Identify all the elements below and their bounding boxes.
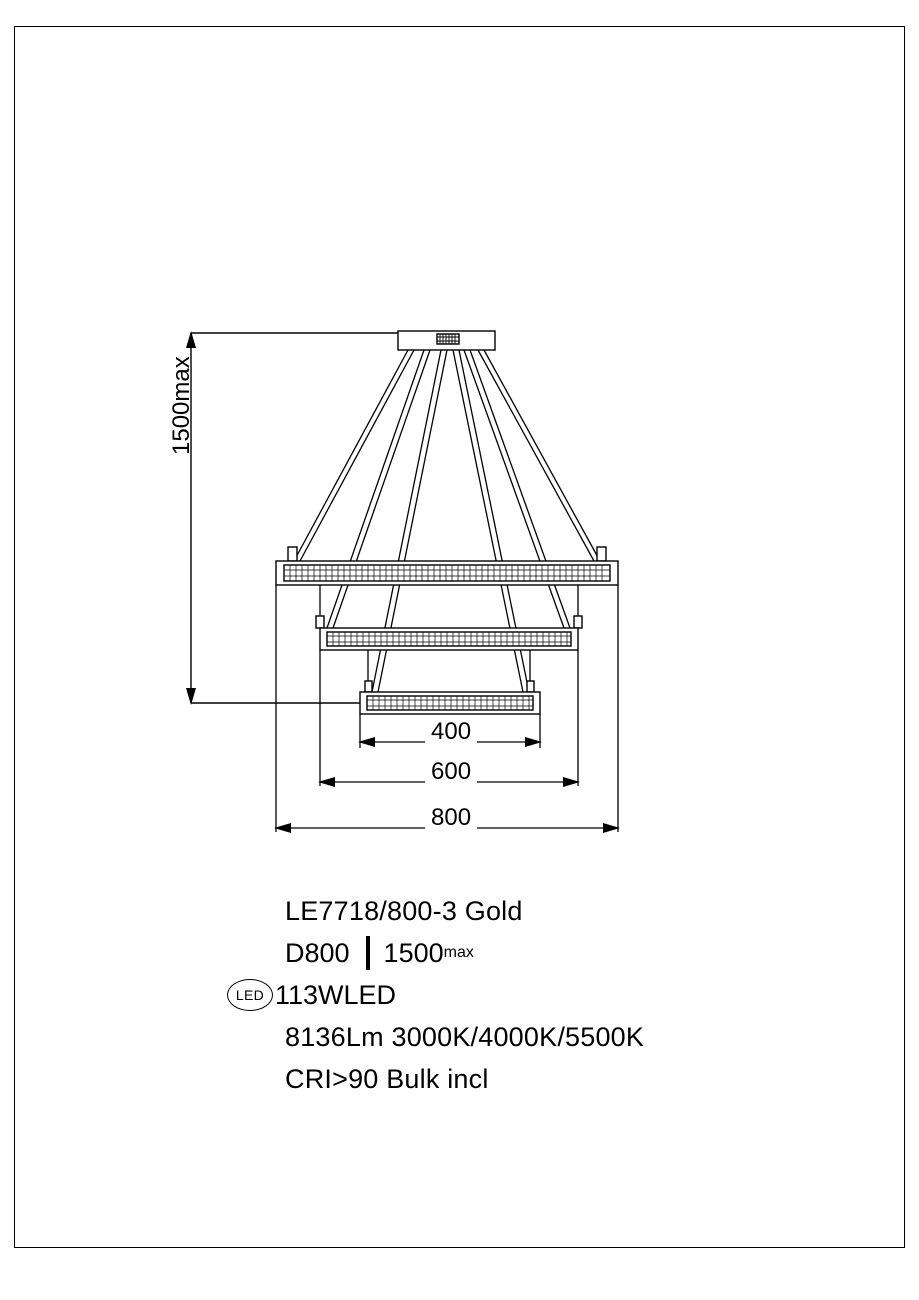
lumens-color-temp-line: 8136Lm 3000K/4000K/5500K (285, 1022, 645, 1052)
led-icon: LED (227, 979, 273, 1011)
dimension-label-600: 600 (425, 758, 477, 786)
height-superscript: max (443, 944, 474, 961)
inner-ring (360, 681, 540, 714)
dimensions-line (285, 932, 845, 974)
divider (366, 936, 370, 970)
specification-block (235, 890, 845, 1100)
dimension-label-400: 400 (425, 718, 477, 746)
model-line: LE7718/800-3 Gold (285, 896, 523, 926)
cri-bulb-line: CRI>90 Bulk incl (285, 1064, 489, 1094)
wattage-label: 113WLED (275, 979, 397, 1010)
led-wattage-line (227, 974, 845, 1016)
middle-ring (316, 616, 582, 650)
dimension-label-800: 800 (425, 804, 477, 832)
ceiling-canopy (398, 331, 495, 350)
vertical-dimension-label: 1500max (168, 356, 195, 455)
outer-ring (276, 547, 618, 585)
diameter-label: D800 (285, 937, 350, 968)
height-label: 1500 (383, 937, 444, 968)
